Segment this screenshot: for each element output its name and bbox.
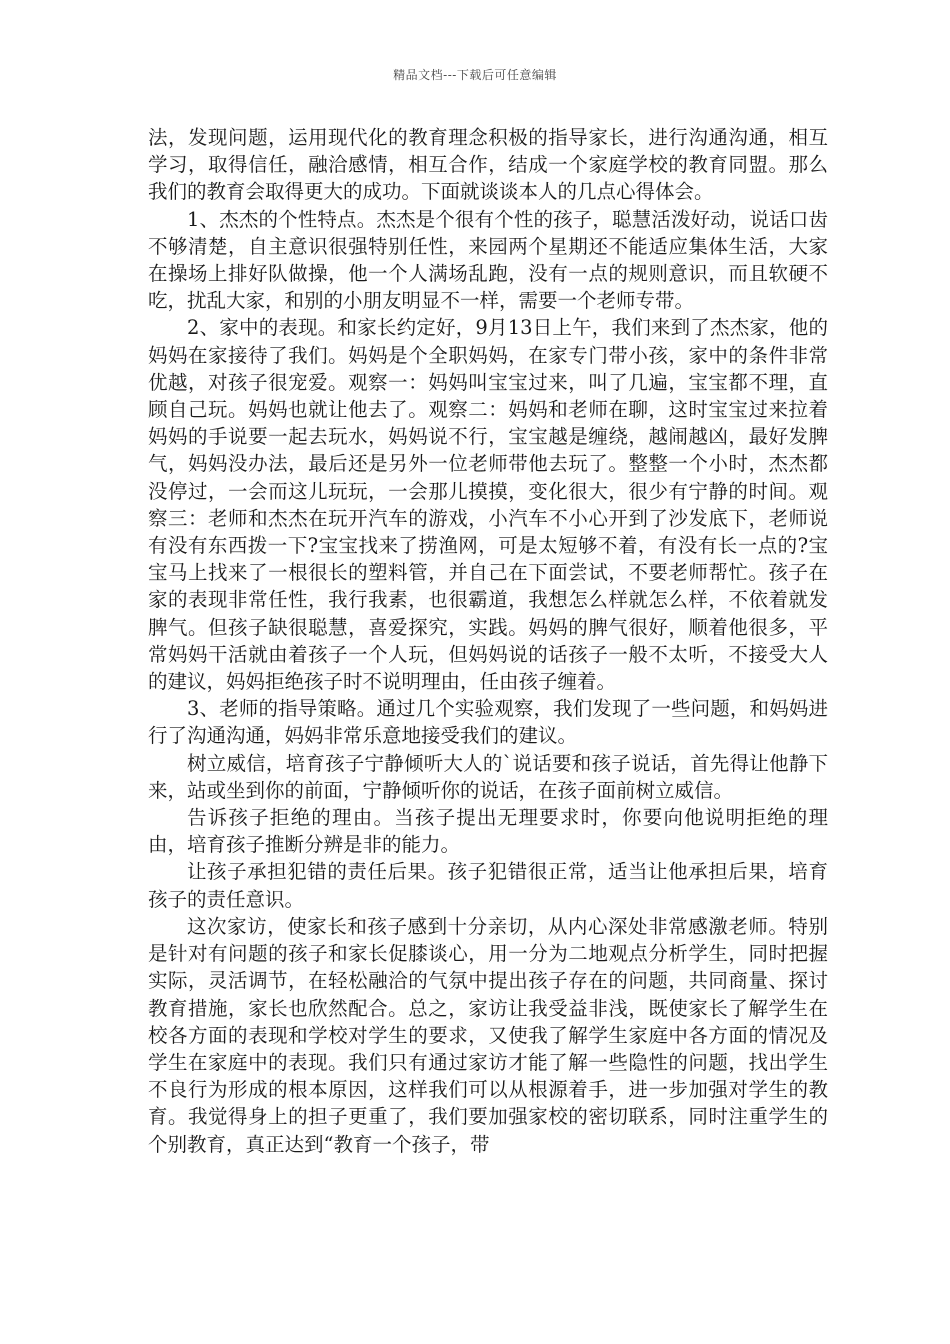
paragraph-responsibility: 让孩子承担犯错的责任后果。孩子犯错很正常，适当让他承担后果，培育孩子的责任意识。 <box>148 860 828 911</box>
paragraph-intro-continued: 法，发现问题，运用现代化的教育理念积极的指导家长，进行沟通沟通，相互学习，取得信任，融洽感情，相互合作，结成一个家庭学校的教育同盟。那么我们的教育会取得更大的成功。下面就谈谈本人的几点心得体会。 <box>148 126 828 204</box>
document-body <box>148 124 828 1158</box>
page-header: 精品文档---下载后可任意编辑 <box>393 68 557 82</box>
paragraph-conclusion: 这次家访，使家长和孩子感到十分亲切，从内心深处非常感激老师。特别是针对有问题的孩子和家长促膝谈心，用一分为二地观点分析学生，同时把握实际，灵活调节，在轻松融洽的气氛中提出孩子存在的问题，共同商量、探讨教育措施，家长也欣然配合。总之，家访让我受益非浅，既使家长了解学生在校各方面的表现和学校对学生的要求，又使我了解学生家庭中各方面的情况及学生在家庭中的表现。我们只有通过家访才能了解一些隐性的问题，找出学生不良行为形成的根本原因，这样我们可以从根源着手，进一步加强对学生的教育。我觉得身上的担子更重了，我们要加强家校的密切联系，同时注重学生的个别教育，真正达到“教育一个孩子，带 <box>148 914 828 1156</box>
paragraph-home-behavior: 2、家中的表现。和家长约定好，9月13日上午，我们来到了杰杰家，他的妈妈在家接待了我们。妈妈是个全职妈妈，在家专门带小孩，家中的条件非常优越，对孩子很宠爱。观察一：妈妈叫宝宝过来，叫了几遍，宝宝都不理，直顾自己玩。妈妈也就让他去了。观察二：妈妈和老师在聊，这时宝宝过来拉着妈妈的手说要一起去玩水，妈妈说不行，宝宝越是缠绕，越闹越凶，最好发脾气，妈妈没办法，最后还是另外一位老师带他去玩了。整整一个小时，杰杰都没停过，一会而这儿玩玩，一会那儿摸摸，变化很大，很少有宁静的时间。观察三：老师和杰杰在玩开汽车的游戏，小汽车不小心开到了沙发底下，老师说有没有东西拨一下?宝宝找来了捞渔网，可是太短够不着，有没有长一点的?宝宝马上找来了一根很长的塑料管，并自己在下面尝试，不要老师帮忙。孩子在家的表现非常任性，我行我素，也很霸道，我想怎么样就怎么样，不依着就发脾气。但孩子缺很聪慧，喜爱探究，实践。妈妈的脾气很好，顺着他很多，平常妈妈干活就由着孩子一个人玩，但妈妈说的话孩子一般不太听，不接受大人的建议，妈妈拒绝孩子时不说明理由，任由孩子缠着。 <box>148 316 828 694</box>
paragraph-build-authority: 树立威信，培育孩子宁静倾听大人的`说话要和孩子说话，首先得让他静下来，站或坐到你的前面，宁静倾听你的说话，在孩子面前树立威信。 <box>148 751 828 802</box>
paragraph-personality: 1、杰杰的个性特点。杰杰是个很有个性的孩子，聪慧活泼好动，说话口齿不够清楚，自主意识很强特别任性，来园两个星期还不能适应集体生活，大家在操场上排好队做操，他一个人满场乱跑，没有一点的规则意识，而且软硬不吃，扰乱大家，和别的小朋友明显不一样，需要一个老师专带。 <box>148 207 828 313</box>
paragraph-explain-refusal: 告诉孩子拒绝的理由。当孩子提出无理要求时，你要向他说明拒绝的理由，培育孩子推断分辨是非的能力。 <box>148 806 828 857</box>
paragraph-teacher-strategy: 3、老师的指导策略。通过几个实验观察，我们发现了一些问题，和妈妈进行了沟通沟通，妈妈非常乐意地接受我们的建议。 <box>148 697 828 748</box>
